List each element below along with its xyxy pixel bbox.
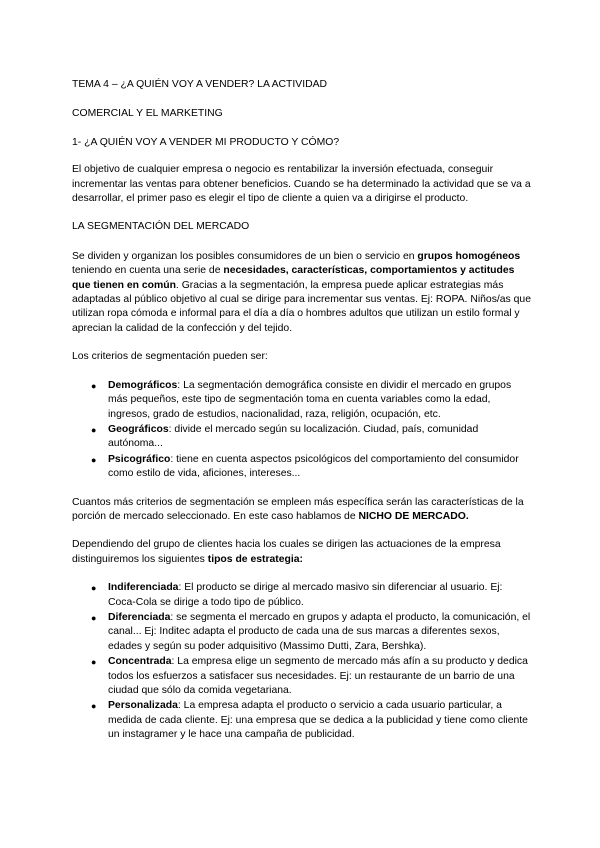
niche-paragraph bbox=[72, 496, 532, 525]
list-item bbox=[91, 453, 532, 482]
list-item bbox=[91, 379, 532, 422]
criterion-term: Psicográfico bbox=[108, 453, 171, 465]
document-title-line-1: TEMA 4 – ¿A QUIÉN VOY A VENDER? LA ACTIVIDAD bbox=[72, 79, 328, 90]
strategy-term: Concentrada bbox=[108, 656, 172, 668]
niche-bold: NICHO DE MERCADO. bbox=[358, 510, 469, 522]
niche-text: Cuantos más criterios de segmentación se empleen más específica serán las características de la porción de mercado seleccionado. En este caso hablamos de bbox=[72, 496, 524, 522]
list-item bbox=[91, 581, 532, 610]
bullet-icon: ● bbox=[91, 657, 97, 668]
strategy-term: Diferenciada bbox=[108, 611, 171, 623]
strategy-intro bbox=[72, 538, 532, 567]
criterion-text: : La segmentación demográfica consiste en dividir el mercado en grupos más pequeños, este tipo de segmentación toma en cuenta variables como la edad, ingresos, grado de estudios, nacionalidad, raza, religión, ocupación, etc. bbox=[108, 379, 512, 420]
bullet-icon: ● bbox=[91, 612, 97, 623]
strategy-text: : se segmenta el mercado en grupos y adapta el producto, la comunicación, el canal... Ej: Inditec adapta el producto de cada una de sus marcas a diferentes sexos, edades y según su poder adquisitivo (Massimo Dutti, Zara, Bershka). bbox=[108, 611, 531, 652]
strategy-text: : El producto se dirige al mercado masivo sin diferenciar al usuario. Ej: Coca-Cola se dirige a todo tipo de público. bbox=[108, 582, 503, 608]
segmentation-text-1: Se dividen y organizan los posibles consumidores de un bien o servicio en bbox=[72, 250, 418, 262]
section-heading: 1- ¿A QUIÉN VOY A VENDER MI PRODUCTO Y CÓMO? bbox=[72, 136, 340, 148]
criteria-intro: Los criterios de segmentación pueden ser: bbox=[72, 351, 268, 363]
document-title-line-2: COMERCIAL Y EL MARKETING bbox=[72, 108, 223, 120]
list-item bbox=[91, 611, 532, 654]
intro-paragraph: El objetivo de cualquier empresa o negocio es rentabilizar la inversión efectuada, conseguir incrementar las ventas para obtener beneficios. Cuando se ha determinado la actividad que se va a desarrollar, el primer paso es elegir el tipo de cliente a quien va a dirigirse el producto. bbox=[72, 164, 531, 205]
criteria-list bbox=[72, 379, 532, 482]
criterion-term: Geográficos bbox=[108, 423, 169, 435]
strategy-term: Personalizada bbox=[108, 700, 178, 712]
list-item bbox=[91, 423, 532, 452]
criterion-term: Demográficos bbox=[108, 379, 178, 391]
strategy-intro-text: Dependiendo del grupo de clientes hacia los cuales se dirigen las actuaciones de la empresa distinguiremos los siguientes bbox=[72, 539, 501, 565]
strategy-text: : La empresa elige un segmento de mercado más afín a su producto y dedica todos los esfuerzos a satisfacer sus necesidades. Ej: un restaurante de un barrio de una ciudad que sólo da comida vegetariana. bbox=[108, 656, 528, 696]
strategy-term: Indiferenciada bbox=[108, 582, 179, 594]
segmentation-paragraph bbox=[72, 250, 532, 336]
list-item bbox=[91, 655, 532, 698]
strategy-list bbox=[72, 581, 532, 742]
strategy-intro-bold: tipos de estrategia: bbox=[207, 553, 304, 565]
bullet-icon: ● bbox=[91, 424, 97, 435]
criterion-text: : divide el mercado según su localización. Ciudad, país, comunidad autónoma... bbox=[108, 423, 479, 450]
list-item bbox=[91, 699, 532, 742]
criterion-text: : tiene en cuenta aspectos psicológicos del comportamiento del consumidor como estilo de vida, aficiones, intereses... bbox=[108, 453, 519, 480]
document-page bbox=[72, 78, 532, 757]
segmentation-bold-2: necesidades, características, comportamientos y actitudes que tienen en común bbox=[72, 265, 515, 291]
bullet-icon: ● bbox=[91, 583, 97, 594]
bullet-icon: ● bbox=[91, 380, 97, 391]
segmentation-text-2: teniendo en cuenta una serie de bbox=[72, 265, 224, 277]
bullet-icon: ● bbox=[91, 454, 97, 465]
segmentation-bold-1: grupos homogéneos bbox=[417, 250, 521, 262]
segmentation-heading: LA SEGMENTACIÓN DEL MERCADO bbox=[72, 221, 250, 233]
bullet-icon: ● bbox=[91, 701, 97, 712]
segmentation-text-3: . Gracias a la segmentación, la empresa puede aplicar estrategias más adaptadas al público objetivo al cual se dirige para incrementar sus ventas. Ej: ROPA. Niños/as que utilizan ropa cómoda e informal para el día a día o hombres adultos que utilizan un estilo formal y aprecian la calidad de la confección y del tejido. bbox=[72, 279, 531, 334]
strategy-text: : La empresa adapta el producto o servicio a cada usuario particular, a medida de cada cliente. Ej: una empresa que se dedica a la publicidad y tiene como cliente un instagramer y le hace una campaña de publicidad. bbox=[108, 700, 528, 741]
